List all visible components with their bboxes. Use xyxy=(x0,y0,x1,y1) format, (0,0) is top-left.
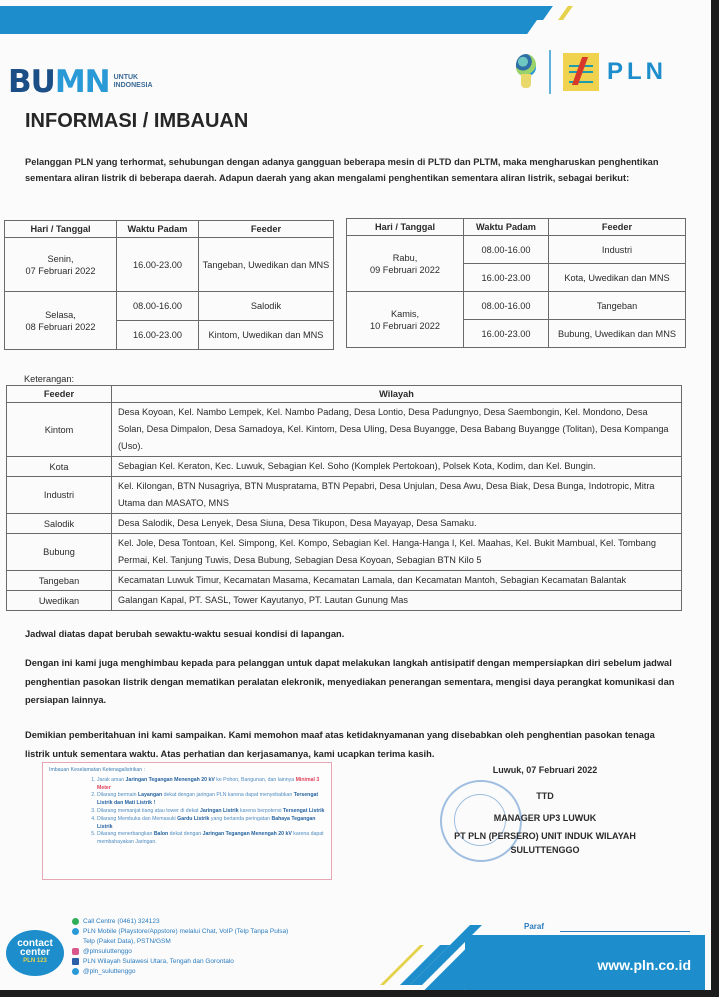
feeder-cell: Tangeban, Uwedikan dan MNS xyxy=(199,238,334,292)
column-header: Hari / Tanggal xyxy=(5,221,117,238)
table-row xyxy=(7,477,682,514)
feeder-cell: Salodik xyxy=(7,514,112,534)
column-header: Waktu Padam xyxy=(464,219,549,236)
intro-paragraph: Pelanggan PLN yang terhormat, sehubungan dengan adanya gangguan beberapa mesin di PLTD dan PLTM, maka mengharuskan penghentikan sementara aliran listrik di beberapa daerah. Adapun daerah yang akan mengalami penghentikan sementara aliran listrik, sebagai berikut: xyxy=(25,157,659,183)
signatory-position: MANAGER UP3 LUWUK xyxy=(493,813,597,823)
mobile-app-icon xyxy=(72,928,79,935)
table-row xyxy=(347,292,686,320)
contact-item: PLN Wilayah Sulawesi Utara, Tengah dan Gorontalo xyxy=(72,957,288,967)
phone-icon xyxy=(72,918,79,925)
contact-item: Call Centre (0461) 324123 xyxy=(72,917,288,927)
page-title: INFORMASI / IMBAUAN xyxy=(25,110,249,132)
contact-list xyxy=(72,917,288,977)
pln-emblem-icon xyxy=(563,53,599,91)
column-header: Wilayah xyxy=(112,386,682,403)
safety-item: 5. Dilarang menerbangkan Balon dekat dengan Jaringan Tegangan Menengah 20 kV karena dapat membahayakan Jaringan. xyxy=(97,831,325,847)
schedule-table-right xyxy=(346,218,686,348)
day-date-cell: Rabu, 09 Februari 2022 xyxy=(347,236,464,292)
table-row xyxy=(347,236,686,264)
bumn-logo-word: BUMN xyxy=(8,64,110,100)
feeder-cell: Uwedikan xyxy=(7,591,112,611)
column-header: Feeder xyxy=(199,221,334,238)
paraf-label: Paraf xyxy=(524,922,545,931)
table-row xyxy=(7,457,682,477)
signature-block xyxy=(440,765,650,855)
wilayah-cell: Galangan Kapal, PT. SASL, Tower Kayutanyo, PT. Lautan Gunung Mas xyxy=(112,591,682,611)
feeder-cell: Kota xyxy=(7,457,112,477)
column-header: Feeder xyxy=(549,219,686,236)
header-accent-slash xyxy=(558,6,573,20)
day-date-cell: Selasa, 08 Februari 2022 xyxy=(5,292,117,350)
feeder-cell: Industri xyxy=(7,477,112,514)
feeder-cell: Kintom xyxy=(7,403,112,457)
pln-logo-text: PLN xyxy=(607,58,667,85)
wilayah-cell: Kecamatan Luwuk Timur, Kecamatan Masama, Kecamatan Lamala, dan Kecamatan Mantoh, Sebagian Kecamatan Balantak xyxy=(112,571,682,591)
table-row xyxy=(7,403,682,457)
table-header-row xyxy=(347,219,686,236)
contact-item: PLN Mobile (Playstore/Appstore) melalui Chat, VoIP (Telp Tanpa Pulsa) xyxy=(72,927,288,937)
safety-item: 4. Dilarang Membuka dan Memasuki Gardu Listrik yang bertanda peringatan Bahaya Tegangan Listrik xyxy=(97,816,325,832)
closing-paragraph: Demikian pemberitahuan ini kami sampaikan. Kami memohon maaf atas ketidaknyamanan yang disebabkan oleh penghentian pasokan tenaga listrik untuk sementara waktu. Atas perhatian dan kerjasamanya, kami ucapkan terima kasih. xyxy=(25,730,655,759)
wilayah-cell: Kel. Jole, Desa Tontoan, Kel. Simpong, Kel. Kompo, Sebagian Kel. Hanga-Hanga I, Kel. Maahas, Kel. Bukit Mambual, Kel. Tombang Permai, Kel. Tanjung Tuwis, Desa Bubung, Sebagian Desa Koyoan, Sebagian BTN Kilo 5 xyxy=(112,534,682,571)
bumn-logo xyxy=(8,64,153,100)
table-row xyxy=(5,292,334,321)
advisory-paragraph: Dengan ini kami juga menghimbau kepada para pelanggan untuk dapat melakukan langkah antisipatif dengan mempersiapkan diri sebelum jadwal penghentian pasokan listrik dengan mematikan peralatan elekronik, menyediakan penerangan sementara, mengisi daya perangkat komunikasi dan persiapan lainnya. xyxy=(25,658,675,705)
column-header: Feeder xyxy=(7,386,112,403)
time-cell: 16.00-23.00 xyxy=(117,321,199,350)
table-header-row xyxy=(5,221,334,238)
feeder-cell: Kintom, Uwedikan dan MNS xyxy=(199,321,334,350)
instagram-icon xyxy=(72,948,79,955)
safety-advisory-box xyxy=(42,762,332,880)
safety-list xyxy=(49,777,325,847)
time-cell: 08.00-16.00 xyxy=(464,236,549,264)
table-row xyxy=(7,514,682,534)
schedule-table-left xyxy=(4,220,334,350)
feeder-cell: Salodik xyxy=(199,292,334,321)
safety-item: 3. Dilarang memanjat tiang atau tower di dekat Jaringan Listrik karena berpotensi Tersengat Listrik xyxy=(97,808,325,816)
time-cell: 16.00-23.00 xyxy=(464,264,549,292)
table-header-row xyxy=(7,386,682,403)
time-cell: 08.00-16.00 xyxy=(117,292,199,321)
area-table xyxy=(6,385,682,611)
wilayah-cell: Desa Salodik, Desa Lenyek, Desa Siuna, Desa Tikupon, Desa Mayayap, Desa Samaku. xyxy=(112,514,682,534)
feeder-cell: Industri xyxy=(549,236,686,264)
paraf-line xyxy=(560,931,690,932)
table-row xyxy=(7,591,682,611)
time-cell: 16.00-23.00 xyxy=(464,320,549,348)
time-cell: 08.00-16.00 xyxy=(464,292,549,320)
header-stripe xyxy=(0,6,505,34)
contact-center-logo: contact center PLN 123 xyxy=(6,930,64,976)
place-date: Luwuk, 07 Februari 2022 xyxy=(492,765,598,775)
column-header: Hari / Tanggal xyxy=(347,219,464,236)
safety-item: 1. Jarak aman Jaringan Tegangan Menengah 20 kV ke Pohon, Bangunan, dan lainnya Minimal 3 Meter xyxy=(97,777,325,793)
keterangan-label: Keterangan: xyxy=(24,374,75,384)
wilayah-cell: Kel. Kilongan, BTN Nusagriya, BTN Muspratama, BTN Pepabri, Desa Unjulan, Desa Awu, Desa Biak, Desa Bunga, Indotropic, Mitra Utama dan MASATO, MNS xyxy=(112,477,682,514)
wilayah-cell: Sebagian Kel. Keraton, Kec. Luwuk, Sebagian Kel. Soho (Komplek Pertokoan), Polsek Kota, Kodim, dan Kel. Bungin. xyxy=(112,457,682,477)
feeder-cell: Tangeban xyxy=(7,571,112,591)
ttd-label: TTD xyxy=(536,791,554,801)
contact-item: Telp (Paket Data), PSTN/GSM xyxy=(83,938,171,945)
logo-divider xyxy=(549,50,551,94)
lightbulb-logo-icon xyxy=(515,54,537,90)
feeder-cell: Kota, Uwedikan dan MNS xyxy=(549,264,686,292)
contact-item: @pln_suluttenggo xyxy=(72,967,288,977)
schedule-note-paragraph: Jadwal diatas dapat berubah sewaktu-waktu sesuai kondisi di lapangan. xyxy=(25,629,345,639)
day-date-cell: Kamis, 10 Februari 2022 xyxy=(347,292,464,348)
time-cell: 16.00-23.00 xyxy=(117,238,199,292)
safety-title: Imbauan Keselamatan Ketenagalistrikan : xyxy=(49,767,146,773)
pln-logo-group xyxy=(515,50,667,94)
contact-item: @plnsuluttenggo xyxy=(72,947,288,957)
signatory-org-region: SULUTTENGGO xyxy=(510,845,580,855)
website-link[interactable]: www.pln.co.id xyxy=(597,957,691,973)
day-date-cell: Senin, 07 Februari 2022 xyxy=(5,238,117,292)
facebook-icon xyxy=(72,958,79,965)
bumn-logo-subtitle: UNTUK INDONESIA xyxy=(113,74,153,89)
twitter-icon xyxy=(72,968,79,975)
feeder-cell: Tangeban xyxy=(549,292,686,320)
table-row xyxy=(5,238,334,292)
safety-item: 2. Dilarang bermain Layangan dekat dengan jaringan PLN karena dapat menyebabkan Tersengat Listrik dan Mati Listrik ! xyxy=(97,792,325,808)
wilayah-cell: Desa Koyoan, Kel. Nambo Lempek, Kel. Nambo Padang, Desa Lontio, Desa Padungnyo, Desa Saembongin, Kel. Mondono, Desa Solan, Desa Dimpalon, Desa Samadoya, Kel. Kintom, Desa Uling, Desa Buyangge, Desa Babang Buyangge (Tolitan), Desa Kompanga (Uso). xyxy=(112,403,682,457)
feeder-cell: Bubung, Uwedikan dan MNS xyxy=(549,320,686,348)
signatory-org: PT PLN (PERSERO) UNIT INDUK WILAYAH xyxy=(454,831,636,841)
table-row xyxy=(7,571,682,591)
feeder-cell: Bubung xyxy=(7,534,112,571)
column-header: Waktu Padam xyxy=(117,221,199,238)
table-row xyxy=(7,534,682,571)
